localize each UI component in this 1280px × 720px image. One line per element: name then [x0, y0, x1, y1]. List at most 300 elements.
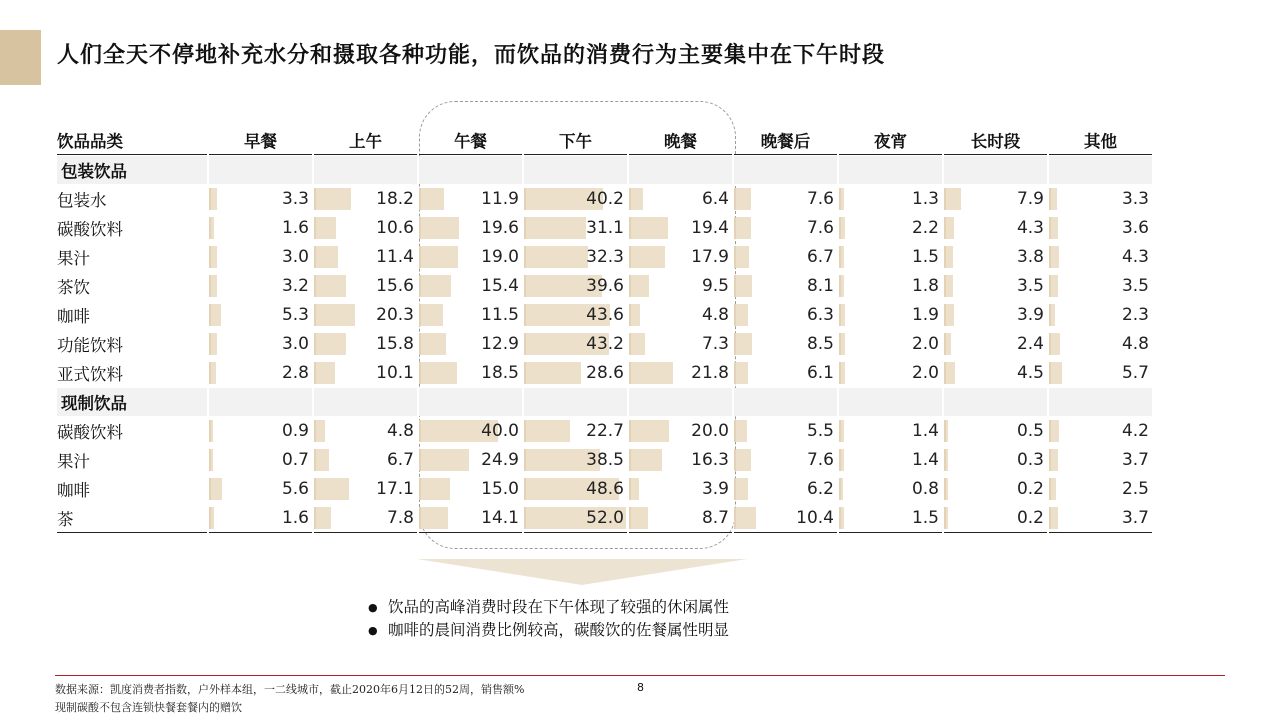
value-text: 1.6: [281, 508, 309, 528]
value-cell: [629, 243, 732, 271]
value-cell: [209, 446, 312, 474]
value-text: 2.8: [281, 363, 309, 383]
value-text: 14.1: [481, 508, 519, 528]
value-text: 7.8: [386, 508, 414, 528]
value-bar: [734, 246, 749, 268]
value-bar: [314, 507, 331, 529]
value-bar: [839, 333, 845, 355]
value-cell: [1049, 185, 1152, 213]
table-body: [57, 156, 1152, 533]
value-bar: [629, 217, 668, 239]
value-text: 17.9: [691, 247, 729, 267]
value-text: 2.3: [1121, 305, 1149, 325]
value-text: 2.2: [911, 218, 939, 238]
value-text: 20.3: [376, 305, 414, 325]
finding-item: [368, 619, 729, 642]
value-bar: [839, 246, 844, 268]
key-findings: [368, 596, 729, 642]
value-cell: [944, 417, 1047, 445]
value-text: 43.2: [586, 334, 624, 354]
value-bar: [524, 362, 581, 384]
value-text: 1.6: [281, 218, 309, 238]
value-text: 31.1: [586, 218, 624, 238]
value-cell: [524, 243, 627, 271]
section-spacer-cell: [419, 388, 522, 416]
source-line: 数据来源：凯度消费者指数，户外样本组，一二线城市，截止2020年6月12日的52周，销售额%: [55, 683, 525, 696]
value-text: 6.4: [701, 189, 729, 209]
header-col: 早餐: [209, 126, 312, 155]
value-bar: [314, 333, 346, 355]
value-cell: [944, 301, 1047, 329]
value-text: 1.5: [911, 508, 939, 528]
value-text: 3.0: [281, 334, 309, 354]
section-spacer-cell: [524, 388, 627, 416]
value-cell: [839, 243, 942, 271]
value-bar: [629, 333, 645, 355]
value-cell: [734, 417, 837, 445]
value-text: 40.0: [481, 421, 519, 441]
value-cell: [314, 446, 417, 474]
value-text: 3.9: [701, 479, 729, 499]
value-cell: [314, 301, 417, 329]
value-text: 2.0: [911, 363, 939, 383]
value-text: 28.6: [586, 363, 624, 383]
value-text: 0.2: [1016, 508, 1044, 528]
value-cell: [629, 214, 732, 242]
value-cell: [944, 446, 1047, 474]
value-text: 7.6: [806, 218, 834, 238]
table-row: [57, 185, 1152, 213]
value-cell: [209, 504, 312, 533]
value-text: 16.3: [691, 450, 729, 470]
value-cell: [1049, 504, 1152, 533]
value-text: 5.6: [281, 479, 309, 499]
value-cell: [314, 214, 417, 242]
value-bar: [734, 217, 751, 239]
value-bar: [839, 507, 844, 529]
header-category: 饮品品类: [57, 126, 207, 155]
value-text: 4.8: [1121, 334, 1149, 354]
row-label: 咖啡: [57, 307, 90, 326]
value-text: 1.3: [911, 189, 939, 209]
table-row: [57, 475, 1152, 503]
section-label: 现制饮品: [57, 388, 207, 416]
value-bar: [1049, 275, 1058, 297]
value-text: 0.5: [1016, 421, 1044, 441]
value-cell: [839, 475, 942, 503]
row-label: 功能饮料: [57, 336, 123, 355]
value-cell: [314, 504, 417, 533]
section-spacer-cell: [839, 156, 942, 184]
value-cell: [209, 475, 312, 503]
value-bar: [419, 333, 446, 355]
value-bar: [314, 478, 349, 500]
value-bar: [839, 420, 844, 442]
table-row: [57, 330, 1152, 358]
value-bar: [839, 217, 845, 239]
value-cell: [839, 446, 942, 474]
value-cell: [209, 243, 312, 271]
value-text: 15.8: [376, 334, 414, 354]
value-text: 3.8: [1016, 247, 1044, 267]
value-text: 20.0: [691, 421, 729, 441]
value-text: 18.5: [481, 363, 519, 383]
header-col: 长时段: [944, 126, 1047, 155]
table-row: [57, 301, 1152, 329]
value-text: 6.1: [806, 363, 834, 383]
value-bar: [1049, 420, 1059, 442]
value-cell: [314, 243, 417, 271]
value-bar: [419, 217, 459, 239]
finding-text: 咖啡的晨间消费比例较高，碳酸饮的佐餐属性明显: [388, 621, 730, 639]
value-bar: [209, 275, 217, 297]
value-cell: [1049, 301, 1152, 329]
value-cell: [524, 272, 627, 300]
value-bar: [209, 449, 213, 471]
value-cell: [629, 417, 732, 445]
value-text: 40.2: [586, 189, 624, 209]
value-bar: [839, 449, 844, 471]
value-bar: [1049, 478, 1056, 500]
section-spacer-cell: [419, 156, 522, 184]
value-cell: [419, 475, 522, 503]
value-cell: [734, 301, 837, 329]
section-spacer-cell: [314, 156, 417, 184]
value-text: 1.8: [911, 276, 939, 296]
value-cell: [839, 359, 942, 387]
value-bar: [629, 275, 649, 297]
value-cell: [734, 214, 837, 242]
value-cell: [944, 214, 1047, 242]
value-text: 38.5: [586, 450, 624, 470]
section-spacer-cell: [1049, 156, 1152, 184]
data-source-note: [55, 681, 524, 717]
table-row: [57, 243, 1152, 271]
value-text: 11.4: [376, 247, 414, 267]
value-cell: [629, 301, 732, 329]
value-text: 52.0: [586, 508, 624, 528]
row-label: 碳酸饮料: [57, 220, 123, 239]
value-bar: [524, 246, 588, 268]
value-text: 19.0: [481, 247, 519, 267]
value-bar: [839, 304, 845, 326]
value-bar: [944, 333, 951, 355]
header-col: 晚餐后: [734, 126, 837, 155]
value-text: 5.3: [281, 305, 309, 325]
section-spacer-cell: [839, 388, 942, 416]
value-cell: [1049, 330, 1152, 358]
value-text: 3.7: [1121, 508, 1149, 528]
value-cell: [314, 330, 417, 358]
section-spacer-cell: [314, 388, 417, 416]
value-bar: [419, 449, 469, 471]
value-bar: [419, 188, 444, 210]
value-text: 18.2: [376, 189, 414, 209]
section-spacer-cell: [944, 156, 1047, 184]
value-text: 3.2: [281, 276, 309, 296]
value-bar: [629, 478, 639, 500]
value-cell: [524, 359, 627, 387]
value-cell: [734, 446, 837, 474]
table-row: [57, 359, 1152, 387]
page-title: 人们全天不停地补充水分和摄取各种功能，而饮品的消费行为主要集中在下午时段: [57, 42, 886, 68]
value-bar: [839, 478, 843, 500]
bullet-icon: ●: [368, 624, 378, 637]
value-text: 3.5: [1121, 276, 1149, 296]
section-spacer-cell: [524, 156, 627, 184]
value-cell: [839, 185, 942, 213]
value-text: 3.7: [1121, 450, 1149, 470]
value-cell: [419, 301, 522, 329]
value-cell: [734, 243, 837, 271]
value-cell: [1049, 475, 1152, 503]
value-bar: [839, 362, 845, 384]
value-text: 4.8: [701, 305, 729, 325]
section-label: 包装饮品: [57, 156, 207, 184]
value-cell: [419, 185, 522, 213]
value-cell: [1049, 359, 1152, 387]
value-cell: [419, 446, 522, 474]
value-cell: [944, 359, 1047, 387]
value-bar: [734, 420, 747, 442]
section-header-row: [57, 156, 1152, 184]
value-cell: [839, 272, 942, 300]
value-bar: [314, 420, 325, 442]
value-cell: [629, 475, 732, 503]
value-bar: [944, 449, 948, 471]
value-text: 12.9: [481, 334, 519, 354]
value-text: 0.9: [281, 421, 309, 441]
value-bar: [209, 188, 217, 210]
value-cell: [944, 504, 1047, 533]
value-cell: [629, 446, 732, 474]
value-bar: [419, 507, 448, 529]
footer-divider: [55, 675, 1225, 676]
value-cell: [734, 185, 837, 213]
value-cell: [314, 359, 417, 387]
value-bar: [1049, 362, 1062, 384]
title-accent-block: [0, 30, 41, 85]
value-bar: [1049, 507, 1058, 529]
value-bar: [209, 507, 214, 529]
value-text: 6.7: [386, 450, 414, 470]
value-bar: [314, 246, 338, 268]
value-bar: [629, 449, 662, 471]
value-cell: [734, 475, 837, 503]
value-text: 4.3: [1016, 218, 1044, 238]
value-text: 3.6: [1121, 218, 1149, 238]
value-bar: [314, 304, 355, 326]
header-col: 午餐: [419, 126, 522, 155]
value-cell: [524, 417, 627, 445]
value-text: 15.6: [376, 276, 414, 296]
value-text: 10.1: [376, 363, 414, 383]
value-text: 3.3: [1121, 189, 1149, 209]
value-cell: [944, 185, 1047, 213]
value-cell: [524, 446, 627, 474]
value-cell: [1049, 214, 1152, 242]
value-bar: [629, 304, 640, 326]
header-col: 晚餐: [629, 126, 732, 155]
value-cell: [629, 504, 732, 533]
value-cell: [209, 359, 312, 387]
value-bar: [629, 246, 665, 268]
value-text: 6.7: [806, 247, 834, 267]
value-cell: [629, 185, 732, 213]
row-label: 果汁: [57, 452, 90, 471]
section-spacer-cell: [629, 156, 732, 184]
value-bar: [209, 478, 222, 500]
source-line: 现制碳酸不包含连锁快餐套餐内的赠饮: [55, 701, 242, 714]
value-bar: [1049, 246, 1059, 268]
value-text: 43.6: [586, 305, 624, 325]
row-label: 包装水: [57, 191, 107, 210]
value-text: 15.4: [481, 276, 519, 296]
value-bar: [314, 188, 351, 210]
value-cell: [944, 272, 1047, 300]
table-row: [57, 504, 1152, 533]
value-text: 7.6: [806, 189, 834, 209]
bullet-icon: ●: [368, 601, 378, 614]
value-text: 3.0: [281, 247, 309, 267]
value-text: 8.5: [806, 334, 834, 354]
value-cell: [419, 504, 522, 533]
value-cell: [419, 417, 522, 445]
table-row: [57, 417, 1152, 445]
value-cell: [419, 214, 522, 242]
value-cell: [944, 330, 1047, 358]
value-cell: [419, 272, 522, 300]
value-bar: [944, 420, 948, 442]
value-text: 11.5: [481, 305, 519, 325]
value-bar: [629, 188, 643, 210]
header-col: 夜宵: [839, 126, 942, 155]
value-text: 4.3: [1121, 247, 1149, 267]
value-text: 1.4: [911, 450, 939, 470]
value-bar: [944, 362, 955, 384]
section-spacer-cell: [209, 156, 312, 184]
header-col: 上午: [314, 126, 417, 155]
value-text: 4.8: [386, 421, 414, 441]
value-bar: [734, 304, 748, 326]
value-bar: [944, 304, 954, 326]
value-cell: [839, 417, 942, 445]
row-label: 亚式饮料: [57, 365, 123, 384]
value-cell: [734, 330, 837, 358]
value-bar: [944, 275, 953, 297]
section-spacer-cell: [209, 388, 312, 416]
value-bar: [209, 304, 221, 326]
finding-item: [368, 596, 729, 619]
value-text: 5.5: [806, 421, 834, 441]
value-cell: [734, 359, 837, 387]
value-cell: [1049, 272, 1152, 300]
section-spacer-cell: [1049, 388, 1152, 416]
value-bar: [944, 217, 954, 239]
value-text: 0.2: [1016, 479, 1044, 499]
value-bar: [419, 478, 450, 500]
value-text: 4.5: [1016, 363, 1044, 383]
header-col: 其他: [1049, 126, 1152, 155]
value-text: 17.1: [376, 479, 414, 499]
value-text: 7.6: [806, 450, 834, 470]
value-cell: [524, 185, 627, 213]
value-bar: [209, 217, 214, 239]
value-bar: [209, 333, 217, 355]
header-col: 下午: [524, 126, 627, 155]
value-bar: [734, 362, 748, 384]
value-text: 32.3: [586, 247, 624, 267]
value-bar: [419, 362, 457, 384]
value-text: 15.0: [481, 479, 519, 499]
value-bar: [734, 333, 752, 355]
section-spacer-cell: [734, 156, 837, 184]
value-text: 19.4: [691, 218, 729, 238]
value-text: 48.6: [586, 479, 624, 499]
value-bar: [314, 362, 335, 384]
value-cell: [419, 330, 522, 358]
value-cell: [209, 330, 312, 358]
value-bar: [209, 246, 217, 268]
value-bar: [1049, 304, 1055, 326]
value-text: 1.5: [911, 247, 939, 267]
section-spacer-cell: [944, 388, 1047, 416]
value-cell: [734, 272, 837, 300]
value-text: 3.3: [281, 189, 309, 209]
value-bar: [839, 188, 844, 210]
value-cell: [209, 301, 312, 329]
row-label: 咖啡: [57, 481, 90, 500]
section-spacer-cell: [629, 388, 732, 416]
value-cell: [839, 504, 942, 533]
value-bar: [944, 507, 948, 529]
value-bar: [524, 217, 586, 239]
value-text: 8.7: [701, 508, 729, 528]
value-cell: [1049, 417, 1152, 445]
value-cell: [944, 475, 1047, 503]
value-bar: [314, 217, 336, 239]
value-cell: [524, 330, 627, 358]
table-header-row: [57, 126, 1152, 155]
table-row: [57, 214, 1152, 242]
value-text: 2.5: [1121, 479, 1149, 499]
value-text: 3.5: [1016, 276, 1044, 296]
row-label: 果汁: [57, 249, 90, 268]
value-cell: [1049, 243, 1152, 271]
value-cell: [734, 504, 837, 533]
value-bar: [1049, 217, 1058, 239]
value-text: 11.9: [481, 189, 519, 209]
value-text: 7.9: [1016, 189, 1044, 209]
value-cell: [839, 301, 942, 329]
value-cell: [209, 417, 312, 445]
value-text: 4.2: [1121, 421, 1149, 441]
value-text: 5.7: [1121, 363, 1149, 383]
value-bar: [734, 478, 748, 500]
value-cell: [839, 330, 942, 358]
beverage-table: [55, 125, 1154, 534]
value-bar: [839, 275, 844, 297]
value-cell: [629, 330, 732, 358]
value-text: 6.3: [806, 305, 834, 325]
value-text: 0.3: [1016, 450, 1044, 470]
value-cell: [419, 243, 522, 271]
value-cell: [524, 214, 627, 242]
value-bar: [314, 275, 346, 297]
value-text: 24.9: [481, 450, 519, 470]
value-cell: [419, 359, 522, 387]
value-cell: [524, 475, 627, 503]
